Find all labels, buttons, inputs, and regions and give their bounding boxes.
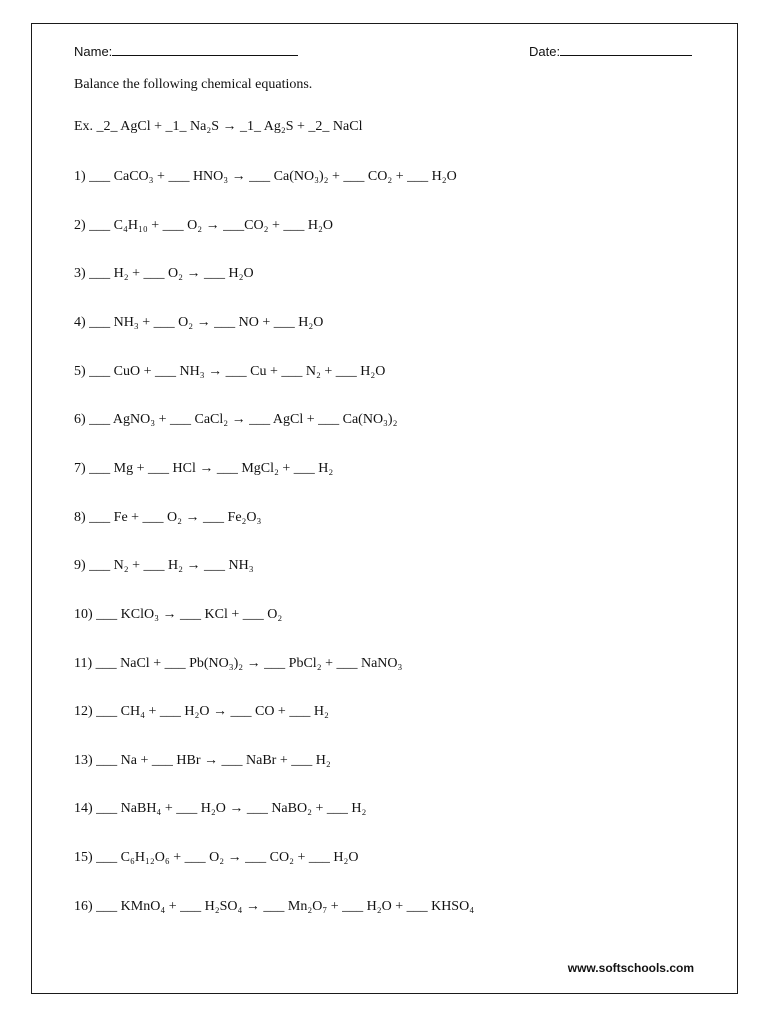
equation-4: 4) ___ NH₃ + ___ O₂ → ___ NO + ___ H₂O [74,315,324,330]
equation-11: 11) ___ NaCl + ___ Pb(NO₃)₂ → ___ PbCl₂ + ___ NaNO₃ [74,656,403,671]
equation-6: 6) ___ AgNO₃ + ___ CaCl₂ → ___ AgCl + ___ Ca(NO₃)₂ [74,412,398,427]
equation-8: 8) ___ Fe + ___ O₂ → ___ Fe₂O₃ [74,510,262,525]
date-field[interactable] [529,42,692,59]
equation-2: 2) ___ C₄H₁₀ + ___ O₂ → ___CO₂ + ___ H₂O [74,218,333,233]
equation-16: 16) ___ KMnO₄ + ___ H₂SO₄ → ___ Mn₂O₇ + ___ H₂O + ___ KHSO₄ [74,899,475,914]
equation-7: 7) ___ Mg + ___ HCl → ___ MgCl₂ + ___ H₂ [74,461,334,476]
equation-13: 13) ___ Na + ___ HBr → ___ NaBr + ___ H₂ [74,753,331,768]
worksheet-page [31,23,738,994]
instructions: Balance the following chemical equations. [74,77,313,92]
equation-9: 9) ___ N₂ + ___ H₂ → ___ NH₃ [74,558,254,573]
date-label: Date: [529,44,561,59]
equation-10: 10) ___ KClO₃ → ___ KCl + ___ O₂ [74,607,283,622]
equation-12: 12) ___ CH₄ + ___ H₂O → ___ CO + ___ H₂ [74,704,329,719]
equation-15: 15) ___ C₆H₁₂O₆ + ___ O₂ → ___ CO₂ + ___ H₂O [74,850,359,865]
footer-url: www.softschools.com [567,961,694,975]
equation-5: 5) ___ CuO + ___ NH₃ → ___ Cu + ___ N₂ + ___ H₂O [74,364,386,379]
name-blank-line[interactable] [112,42,298,56]
name-label: Name: [74,44,113,59]
date-blank-line[interactable] [560,42,692,56]
equation-14: 14) ___ NaBH₄ + ___ H₂O → ___ NaBO₂ + ___ H₂ [74,801,367,816]
equation-1: 1) ___ CaCO₃ + ___ HNO₃ → ___ Ca(NO₃)₂ + ___ CO₂ + ___ H₂O [74,169,457,184]
example-equation: Ex. _2_ AgCl + _1_ Na₂S → _1_ Ag₂S + _2_ NaCl [74,119,363,134]
equation-3: 3) ___ H₂ + ___ O₂ → ___ H₂O [74,266,254,281]
name-field[interactable] [74,42,298,59]
